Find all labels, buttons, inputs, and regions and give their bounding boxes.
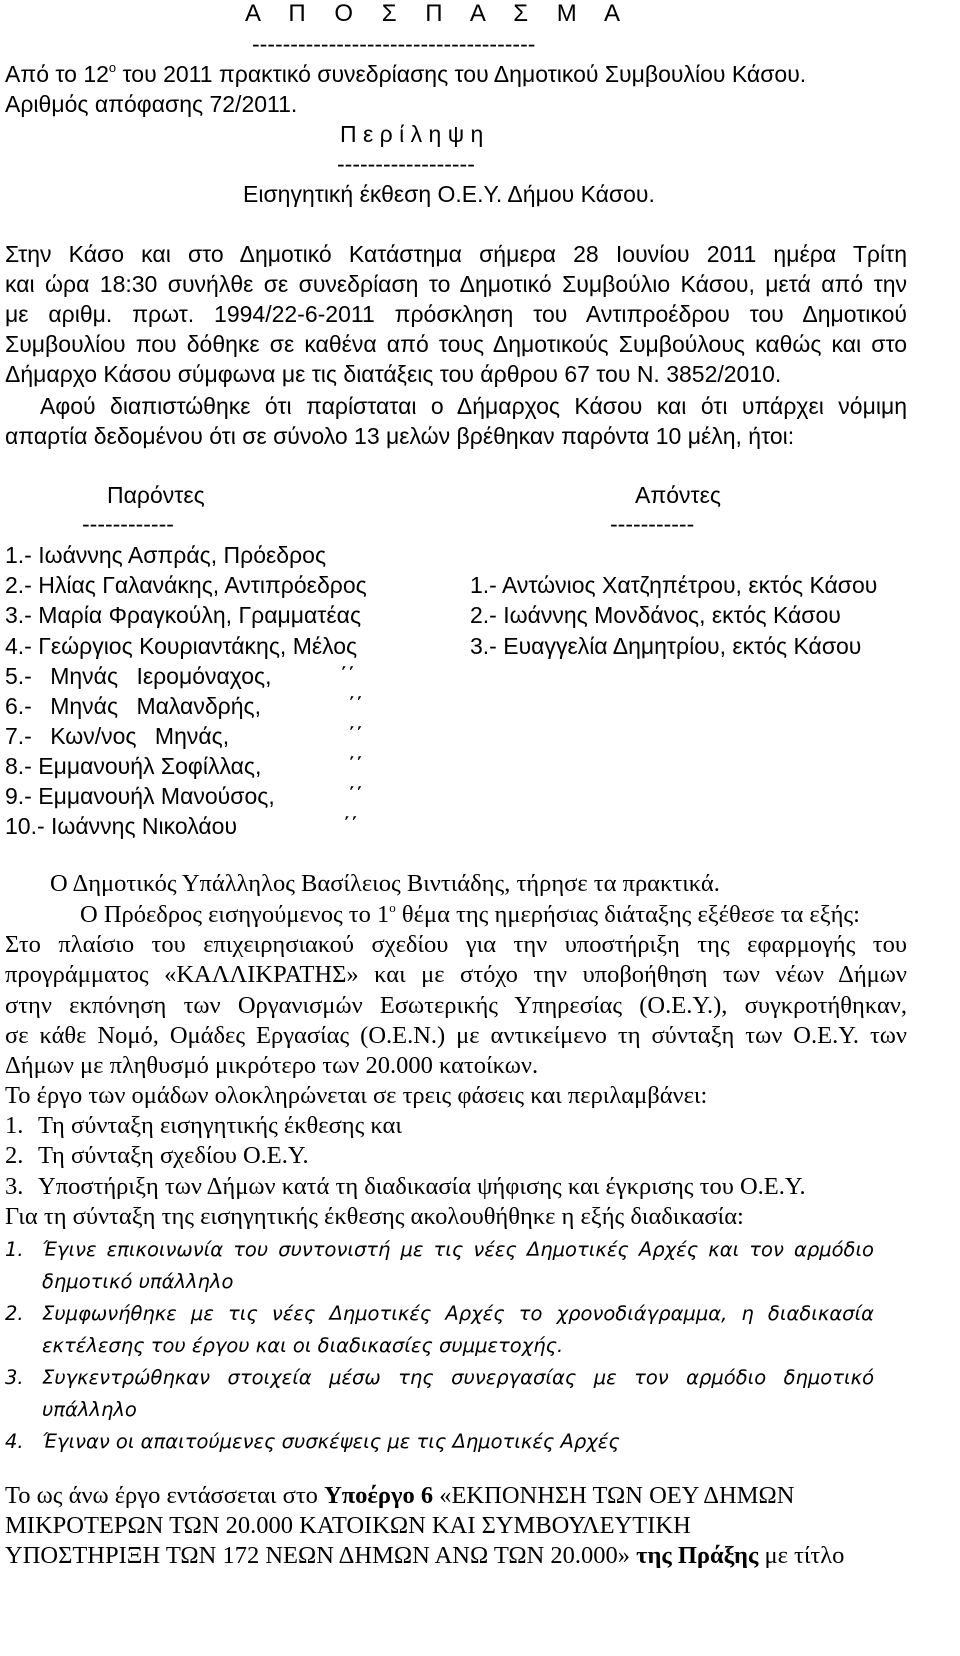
- present-member: 10.- Ιωάννης Νικολάου: [5, 813, 238, 839]
- summary-text: Εισηγητική έκθεση Ο.Ε.Υ. Δήμου Κάσου.: [243, 181, 655, 207]
- procedure-number: 1.: [5, 1238, 24, 1261]
- procedure-number: 4.: [5, 1430, 24, 1453]
- intro-line: Δήμαρχο Κάσου σύμφωνα με τις διατάξεις του άρθρου 67 του Ν. 3852/2010.: [5, 361, 782, 387]
- present-member: 9.- Εμμανουήλ Μανούσος,: [5, 783, 275, 809]
- phase-text: Υποστήριξη των Δήμων κατά τη διαδικασία ψήφισης και έγκρισης του Ο.Ε.Υ.: [38, 1173, 806, 1200]
- ditto-mark: ΄΄: [340, 663, 356, 689]
- document-title: Α Π Ο Σ Π Α Σ Μ Α: [245, 0, 632, 27]
- absent-member: 1.- Αντώνιος Χατζηπέτρου, εκτός Κάσου: [470, 572, 878, 598]
- procedure-text: Έγινε επικοινωνία του συντονιστή με τις νέες Δημοτικές Αρχές και τον αρμόδιο: [42, 1238, 874, 1261]
- present-member: 3.- Μαρία Φραγκούλη, Γραμματέας: [5, 602, 362, 628]
- phase-number: 2.: [5, 1142, 24, 1169]
- closing-line: ΥΠΟΣΤΗΡΙΞΗ ΤΩΝ 172 ΝΕΩΝ ΔΗΜΩΝ ΑΝΩ ΤΩΝ 20.000» της Πράξης με τίτλο: [5, 1542, 845, 1569]
- intro-line: Στην Κάσο και στο Δημοτικό Κατάστημα σήμερα 28 Ιουνίου 2011 ημέρα Τρίτη: [5, 241, 907, 267]
- procedure-text: Συμφωνήθηκε με τις νέες Δημοτικές Αρχές το χρονοδιάγραμμα, η διαδικασία: [42, 1302, 874, 1325]
- present-header: Παρόντες: [107, 482, 205, 508]
- chair-line: Ο Πρόεδρος εισηγούμενος το $1^o$ θέμα της ημερήσιας διάταξης εξέθεσε τα εξής:: [80, 900, 860, 928]
- intro-line: Συμβουλίου που δόθηκε σε καθένα από τους Δημοτικούς Συμβούλους καθώς και στο: [5, 331, 907, 357]
- absent-member: 3.- Ευαγγελία Δημητρίου, εκτός Κάσου: [470, 633, 862, 659]
- absent-header: Απόντες: [635, 482, 721, 508]
- closing-line: Το ως άνω έργο εντάσσεται στο Υποέργο 6 «ΕΚΠΟΝΗΣΗ ΤΩΝ ΟΕΥ ΔΗΜΩΝ: [5, 1482, 795, 1509]
- ditto-mark: ΄΄: [348, 783, 364, 809]
- summary-rule: ------------------: [337, 151, 475, 177]
- clerk-line: Ο Δημοτικός Υπάλληλος Βασίλειος Βιντιάδης, τήρησε τα πρακτικά.: [50, 870, 720, 897]
- intro-line: και ώρα 18:30 συνήλθε σε συνεδρίαση το Δημοτικό Συμβούλιο Κάσου, μετά από την: [5, 271, 907, 297]
- ditto-mark: ΄΄: [348, 753, 364, 779]
- source-line: Από το $12^o$ του 2011 πρακτικό συνεδρίασης του Δημοτικού Συμβουλίου Κάσου.: [5, 60, 807, 87]
- closing-line: ΜΙΚΡΟΤΕΡΩΝ ΤΩΝ 20.000 ΚΑΤΟΙΚΩΝ ΚΑΙ ΣΥΜΒΟΥΛΕΥΤΙΚΗ: [5, 1512, 691, 1539]
- procedure-text: δημοτικό υπάλληλο: [42, 1270, 234, 1293]
- ditto-mark: ΄΄: [348, 693, 364, 719]
- paragraph-line: στην εκπόνηση των Οργανισμών Εσωτερικής Υπηρεσίας (Ο.Ε.Υ.), συγκροτήθηκαν,: [5, 992, 907, 1019]
- ditto-mark: ΄΄: [343, 813, 359, 839]
- intro-line: με αριθμ. πρωτ. 1994/22-6-2011 πρόσκληση του Αντιπροέδρου του Δημοτικού: [5, 301, 907, 327]
- intro-line: Αφού διαπιστώθηκε ότι παρίσταται ο Δήμαρχος Κάσου και ότι υπάρχει νόμιμη: [40, 393, 907, 419]
- procedure-text: Έγιναν οι απαιτούμενες συσκέψεις με τις Δημοτικές Αρχές: [42, 1430, 620, 1453]
- procedure-text: εκτέλεσης του έργου και οι διαδικασίες συμμετοχής.: [42, 1334, 564, 1357]
- ditto-mark: ΄΄: [348, 723, 364, 749]
- absent-rule: -----------: [610, 511, 695, 537]
- absent-member: 2.- Ιωάννης Μονδάνος, εκτός Κάσου: [470, 602, 841, 628]
- title-rule: -------------------------------------: [252, 31, 536, 57]
- present-member: 4.- Γεώργιος Κουριαντάκης, Μέλος: [5, 633, 358, 659]
- present-member: 1.- Ιωάννης Ασπράς, Πρόεδρος: [5, 542, 327, 568]
- present-member: 7.- Κων/νος Μηνάς,: [5, 723, 230, 749]
- phase-text: Τη σύνταξη εισηγητικής έκθεσης και: [38, 1112, 402, 1139]
- procedure-intro: Για τη σύνταξη της εισηγητικής έκθεσης ακολουθήθηκε η εξής διαδικασία:: [5, 1203, 744, 1230]
- present-member: 6.- Μηνάς Μαλανδρής,: [5, 693, 262, 719]
- procedure-text: Συγκεντρώθηκαν στοιχεία μέσω της συνεργασίας με τον αρμόδιο δημοτικό: [42, 1366, 874, 1389]
- phase-number: 3.: [5, 1173, 24, 1200]
- intro-line: απαρτία δεδομένου ότι σε σύνολο 13 μελών βρέθηκαν παρόντα 10 μέλη, ήτοι:: [5, 423, 795, 449]
- paragraph-line: Δήμων με πληθυσμό μικρότερο των 20.000 κατοίκων.: [5, 1052, 539, 1079]
- phase-text: Τη σύνταξη σχεδίου Ο.Ε.Υ.: [38, 1142, 309, 1169]
- paragraph-line: σε κάθε Νομό, Ομάδες Εργασίας (Ο.Ε.Ν.) με αντικείμενο τη σύνταξη των Ο.Ε.Υ. των: [5, 1022, 907, 1049]
- present-member: 5.- Μηνάς Ιερομόναχος,: [5, 663, 272, 689]
- paragraph-line: προγράμματος «ΚΑΛΛΙΚΡΑΤΗΣ» και με στόχο την υποβοήθηση των νέων Δήμων: [5, 961, 907, 988]
- present-member: 8.- Εμμανουήλ Σοφίλλας,: [5, 753, 262, 779]
- phase-number: 1.: [5, 1112, 24, 1139]
- present-rule: ------------: [82, 511, 174, 537]
- procedure-number: 3.: [5, 1366, 24, 1389]
- summary-label: Π ε ρ ί λ η ψ η: [340, 121, 484, 147]
- decision-number: Αριθμός απόφασης 72/2011.: [5, 91, 298, 117]
- phases-intro: Το έργο των ομάδων ολοκληρώνεται σε τρεις φάσεις και περιλαμβάνει:: [5, 1082, 708, 1109]
- procedure-text: υπάλληλο: [42, 1398, 137, 1421]
- present-member: 2.- Ηλίας Γαλανάκης, Αντιπρόεδρος: [5, 572, 367, 598]
- paragraph-line: Στο πλαίσιο του επιχειρησιακού σχεδίου για την υποστήριξη της εφαρμογής του: [5, 931, 907, 958]
- procedure-number: 2.: [5, 1302, 24, 1325]
